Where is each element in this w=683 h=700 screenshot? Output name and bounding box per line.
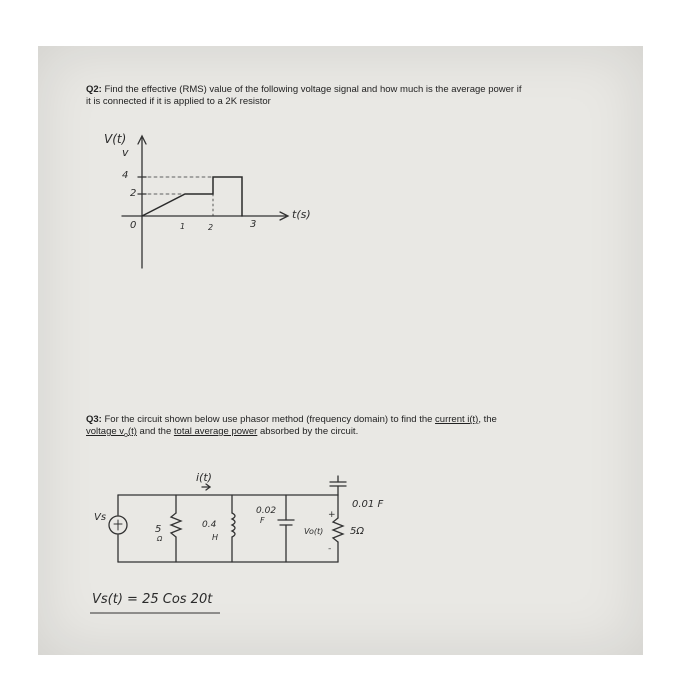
q3-voltage-sub: o	[124, 431, 128, 439]
circuit-c1-value: 0.02	[256, 506, 277, 516]
voltage-graph	[38, 46, 643, 655]
q3-text-c: and the	[136, 426, 174, 437]
question-3	[86, 414, 626, 442]
q2-text-line1: Find the effective (RMS) value of the following voltage signal and how much is the average power if	[104, 84, 522, 95]
graph-y-tick-2: 2	[130, 188, 137, 199]
circuit-c2-value: 0.01 F	[352, 499, 384, 510]
graph-origin: 0	[130, 220, 137, 231]
q3-current: current i(t)	[435, 414, 479, 425]
graph-x-tick-2: 2	[208, 223, 214, 232]
q3-voltage: voltage v	[86, 426, 125, 437]
circuit-l1-value: 0.4	[202, 520, 217, 530]
circuit-minus: -	[328, 544, 332, 554]
circuit-diagram	[109, 476, 346, 562]
q3-text-b: , the	[478, 414, 497, 425]
circuit-source-label: Vs	[94, 512, 107, 523]
q3-text-a: For the circuit shown below use phasor method (frequency domain) to find the	[104, 414, 436, 425]
circuit-current-label: i(t)	[196, 471, 212, 484]
inductor-0-4h	[232, 513, 235, 537]
signal-curve	[142, 177, 242, 216]
circuit-l1-unit: H	[212, 533, 219, 542]
graph-y-unit: v	[122, 146, 129, 159]
resistor-5-ohm-output	[333, 518, 343, 542]
circuit-c1-unit: F	[260, 516, 265, 525]
resistor-5-ohm	[171, 513, 181, 537]
q3-number: Q3:	[86, 414, 102, 425]
graph-x-tick-3: 3	[250, 219, 257, 230]
circuit-vo-label: Vo(t)	[304, 527, 324, 536]
q3-power: total average power	[173, 426, 258, 437]
source-equation: Vs(t) = 25 Cos 20t	[92, 592, 213, 607]
circuit-r1-unit: Ω	[157, 535, 163, 543]
circuit-r2-value: 5Ω	[350, 526, 365, 537]
graph-x-label: t(s)	[292, 208, 311, 221]
q2-number: Q2:	[86, 84, 102, 95]
q2-text-line2: it is connected if it is applied to a 2K resistor	[86, 96, 271, 107]
graph-x-tick-1: 1	[180, 222, 186, 231]
graph-y-tick-4: 4	[122, 170, 129, 181]
paper-sheet	[38, 46, 643, 655]
q3-voltage-tail: (t)	[127, 426, 137, 437]
circuit-r1-value: 5	[155, 524, 162, 535]
q3-voltage-group	[86, 426, 137, 437]
circuit-plus: +	[328, 510, 336, 520]
graph-y-label: V(t)	[104, 132, 127, 146]
q3-text-d: absorbed by the circuit.	[257, 426, 359, 437]
